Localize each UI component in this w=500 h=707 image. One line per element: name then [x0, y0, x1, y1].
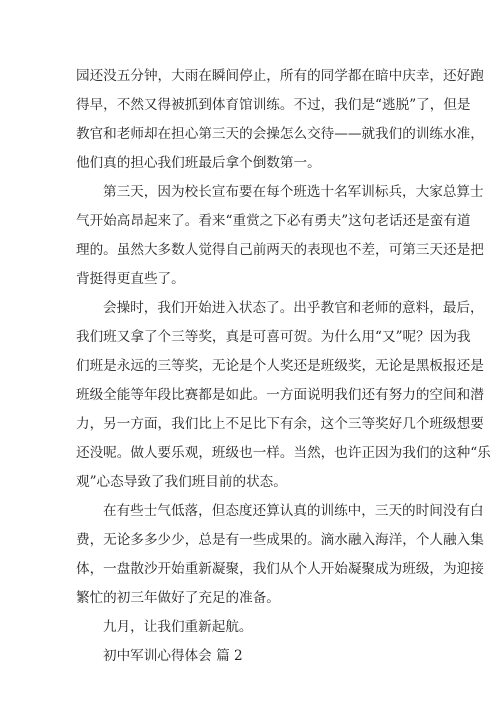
- text-line: 会操时，我们开始进入状态了。出乎教官和老师的意料，最后，: [103, 300, 484, 316]
- text-line: 繁忙的初三年做好了充足的准备。: [76, 590, 280, 606]
- text-line: 观”心态导致了我们班目前的状态。: [76, 474, 287, 490]
- text-line: 们班是永远的三等奖，无论是个人奖还是班级奖，无论是黑板报还是: [76, 358, 484, 374]
- text-line: 费，无论多多少少，总是有一些成果的。滴水融入海洋，个人融入集: [76, 532, 484, 548]
- text-line: 在有些士气低落，但态度还算认真的训练中，三天的时间没有白: [103, 503, 484, 519]
- text-line: 他们真的担心我们班最后拿个倒数第一。: [76, 155, 321, 171]
- text-line: 班级全能等年段比赛都是如此。一方面说明我们还有努力的空间和潜: [76, 387, 484, 403]
- text-line: 教官和老师却在担心第三天的会操怎么交待——就我们的训练水准，: [76, 126, 484, 142]
- text-line: 体，一盘散沙开始重新凝聚，我们从个人开始凝聚成为班级，为迎接: [76, 561, 484, 577]
- text-line: 我们班又拿了个三等奖，真是可喜可贺。为什么用“又”呢？因为我: [76, 329, 471, 345]
- text-line: 还没呢。做人要乐观，班级也一样。当然，也许正因为我们的这种“乐: [76, 445, 491, 461]
- text-line: 气开始高昂起来了。看来“重赏之下必有勇夫”这句老话还是蛮有道: [76, 213, 471, 229]
- text-line: 九月，让我们重新起航。: [103, 619, 253, 635]
- text-line: 第三天，因为校长宣布要在每个班选十名军训标兵，大家总算士: [103, 184, 484, 200]
- text-line: 园还没五分钟，大雨在瞬间停止，所有的同学都在暗中庆幸，还好跑: [76, 68, 484, 84]
- document-body: [76, 62, 491, 671]
- text-line: 得早，不然又得被抓到体育馆训练。不过，我们是“逃脱”了，但是: [76, 97, 471, 113]
- text-line: 背挺得更直些了。: [76, 271, 185, 287]
- text-line: 理的。虽然大多数人觉得自己前两天的表现也不差，可第三天还是把: [76, 242, 484, 258]
- text-line: 初中军训心得体会 篇 2: [103, 648, 243, 664]
- text-line: 力，另一方面，我们比上不足比下有余，这个三等奖好几个班级想要: [76, 416, 484, 432]
